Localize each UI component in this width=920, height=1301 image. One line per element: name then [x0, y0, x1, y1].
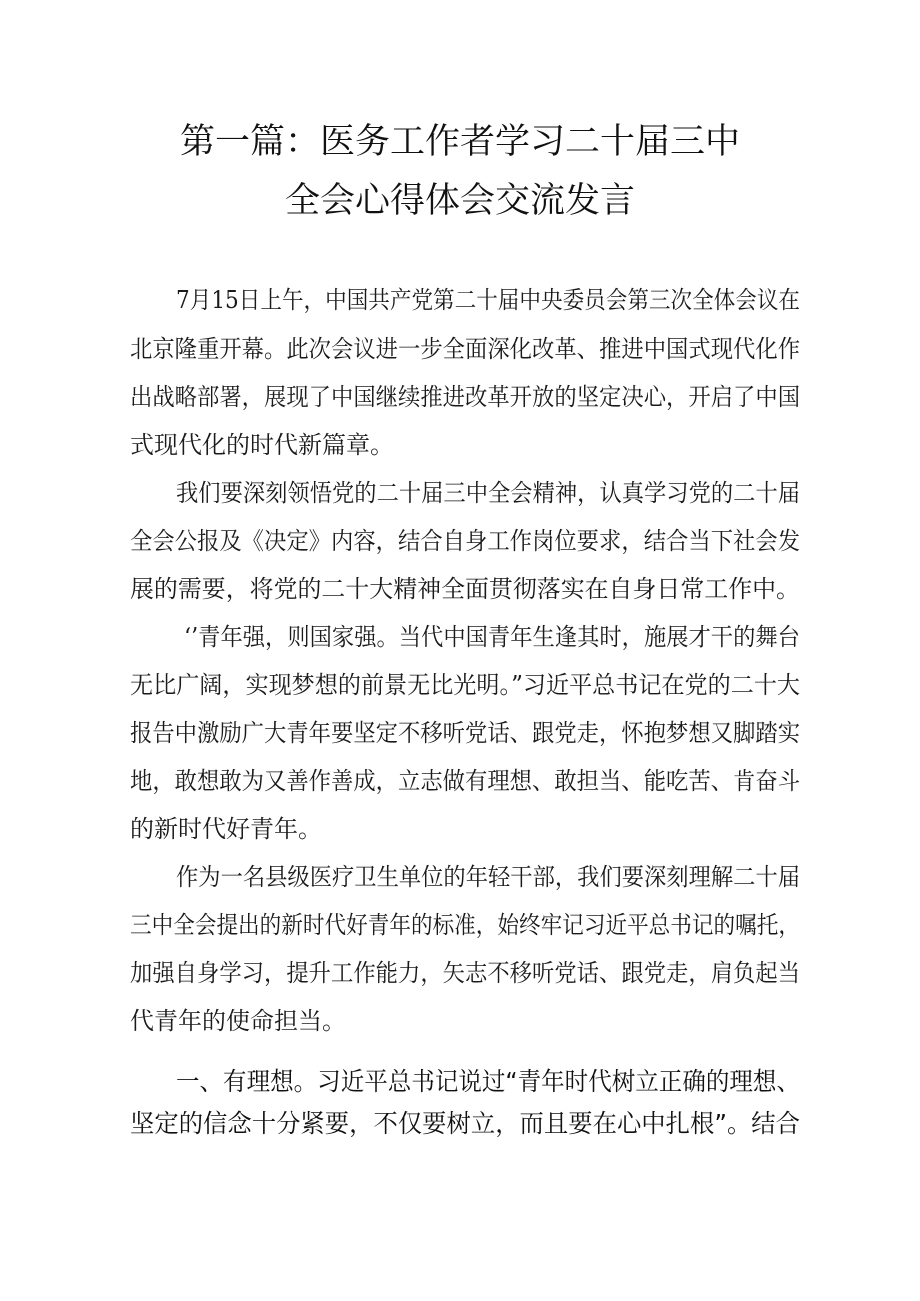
document-title-line-2: 全会心得体会交流发言: [284, 181, 635, 221]
paragraph-line: 的新时代好青年。: [130, 815, 322, 843]
section-heading-line: 一、有理想。习近平总书记说过“青年时代树立正确的理想、: [176, 1067, 800, 1096]
paragraph-line: 无比广阔，实现梦想的前景无比光明。”习近平总书记在党的二十大: [130, 671, 801, 699]
paragraph-line: 7月15日上午，中国共产党第二十届中央委员会第三次全体会议在: [176, 286, 801, 314]
paragraph-line: 代青年的使命担当。: [130, 1007, 346, 1035]
paragraph-line: 地，敢想敢为又善作善成，立志做有理想、敢担当、能吃苦、肯奋斗: [130, 767, 801, 795]
paragraph-line: 加强自身学习，提升工作能力，矢志不移听党话、跟党走，肩负起当: [130, 959, 801, 987]
paragraph-line: 北京隆重开幕。此次会议进一步全面深化改革、推进中国式现代化作: [130, 335, 801, 363]
paragraph-line: 我们要深刻领悟党的二十届三中全会精神，认真学习党的二十届: [176, 479, 801, 507]
paragraph-line: 三中全会提出的新时代好青年的标准，始终牢记习近平总书记的嘱托，: [130, 911, 800, 939]
paragraph-line: 报告中激励广大青年要坚定不移听党话、跟党走，怀抱梦想又脚踏实: [130, 719, 801, 747]
paragraph-line: 全会公报及《决定》内容，结合自身工作岗位要求，结合当下社会发: [130, 527, 801, 555]
document-title-line-1: 第一篇：医务工作者学习二十届三中: [179, 122, 740, 162]
paragraph-line: 展的需要，将党的二十大精神全面贯彻落实在自身日常工作中。: [130, 575, 800, 603]
paragraph-line: ‘’青年强，则国家强。当代中国青年生逢其时，施展才干的舞台: [184, 623, 800, 651]
section-heading-line: 坚定的信念十分紧要，不仅要树立，而且要在心中扎根”。结合: [130, 1109, 801, 1138]
paragraph-line: 式现代化的时代新篇章。: [130, 431, 394, 459]
paragraph-line: 出战略部署，展现了中国继续推进改革开放的坚定决心，开启了中国: [130, 383, 801, 411]
paragraph-line: 作为一名县级医疗卫生单位的年轻干部，我们要深刻理解二十届: [176, 863, 801, 891]
